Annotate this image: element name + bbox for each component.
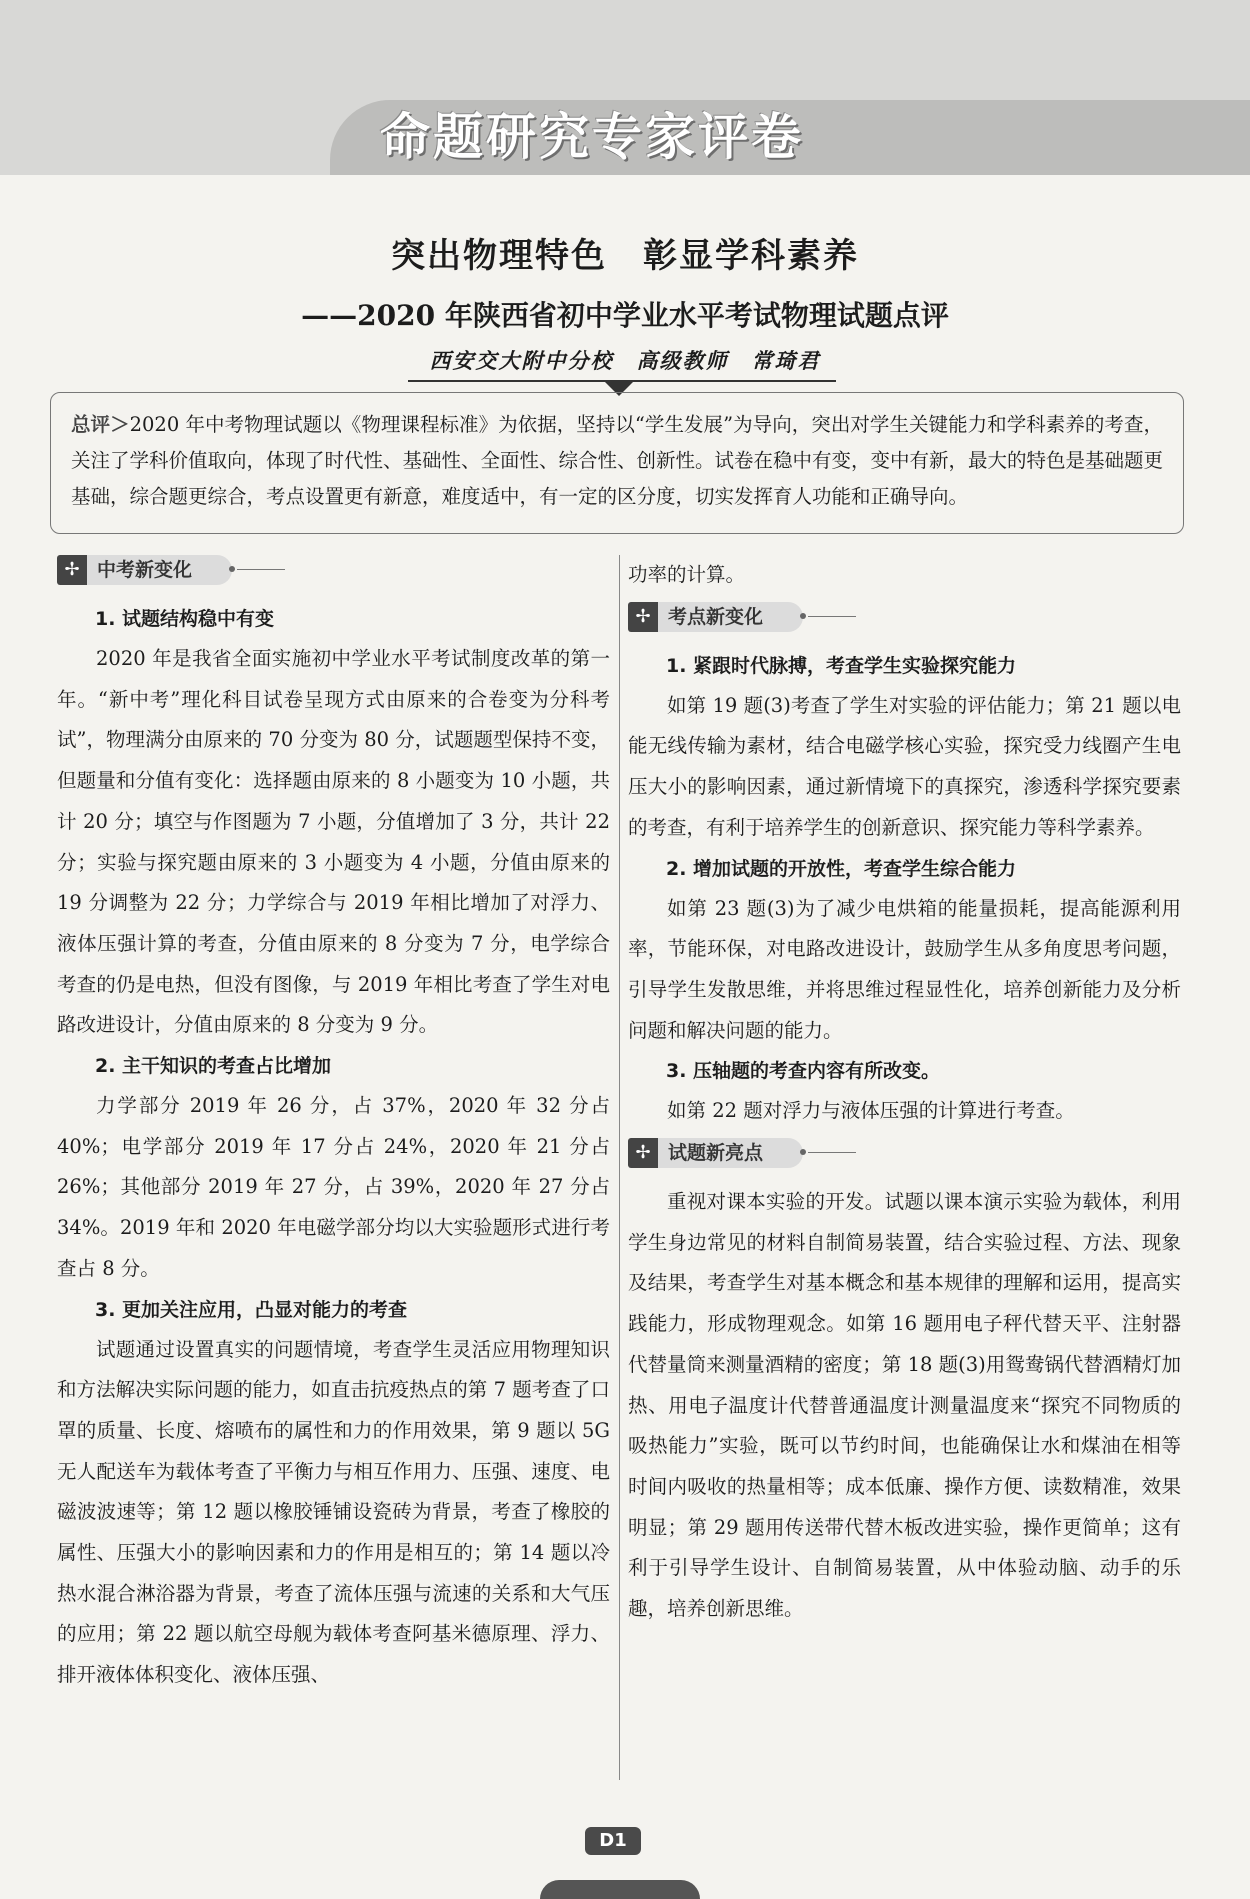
- tag-dot: [229, 566, 235, 572]
- heading-application: 3. 更加关注应用，凸显对能力的考查: [95, 1298, 408, 1321]
- section-tag-topic-changes: [628, 602, 1181, 634]
- section-tag-label: 考点新变化: [658, 602, 803, 632]
- article-subtitle: ——2020 年陕西省初中学业水平考试物理试题点评: [301, 299, 949, 332]
- page-number: D1: [585, 1827, 641, 1855]
- footer-decoration: [540, 1880, 700, 1899]
- tag-dot: [800, 613, 806, 619]
- tag-tail-line: [808, 1152, 856, 1153]
- header-banner: [0, 0, 1250, 175]
- author-byline: 西安交大附中分校 高级教师 常琦君: [429, 348, 821, 373]
- paragraph-openness: 如第 23 题(3)为了减少电烘箱的能量损耗，提高能源利用率，节能环保，对电路改进设计，鼓励学生从多角度思考问题，引导学生发散思维，并将思维过程显性化，培养创新能力及分析问题和解决问题的能力。: [628, 896, 1181, 1042]
- column-divider: [619, 555, 620, 1780]
- right-column: [628, 555, 1181, 1630]
- summary-lead: 总评＞: [71, 413, 130, 436]
- heading-final-question: 3. 压轴题的考查内容有所改变。: [666, 1060, 941, 1083]
- paragraph-final-question: 如第 22 题对浮力与液体压强的计算进行考查。: [667, 1099, 1075, 1123]
- left-column: [57, 555, 610, 1696]
- pinwheel-icon: ✢: [57, 555, 87, 585]
- banner-title: 命题研究专家评卷: [380, 108, 804, 166]
- tag-dot: [800, 1149, 806, 1155]
- pinwheel-icon: ✢: [628, 1138, 658, 1168]
- section-tag-label: 试题新亮点: [658, 1138, 803, 1168]
- pinwheel-icon: ✢: [628, 602, 658, 632]
- paragraph-continuation: 功率的计算。: [628, 563, 746, 586]
- heading-core-knowledge: 2. 主干知识的考查占比增加: [95, 1055, 332, 1078]
- heading-experiment: 1. 紧跟时代脉搏，考查学生实验探究能力: [666, 654, 1017, 677]
- paragraph-application: 试题通过设置真实的问题情境，考查学生灵活应用物理知识和方法解决实际问题的能力，如直击抗疫热点的第 7 题考查了口罩的质量、长度、熔喷布的属性和力的作用效果，第 9 题以 5G 无人配送车为载体考查了平衡力与相互作用力、压强、速度、电磁波波速等；第 12 题以橡胶锤铺设瓷砖为背景，考查了橡胶的属性、压强大小的影响因素和力的作用是相互的；第 14 题以冷热水混合淋浴器为背景，考查了流体压强与流速的关系和大气压的应用；第 22 题以航空母舰为载体考查阿基米德原理、浮力、排开液体体积变化、液体压强、: [57, 1337, 610, 1687]
- summary-text: 2020 年中考物理试题以《物理课程标准》为依据，坚持以“学生发展”为导向，突出对学生关键能力和学科素养的考查，关注了学科价值取向，体现了时代性、基础性、全面性、综合性、创新性。试卷在稳中有变，变中有新，最大的特色是基础题更基础，综合题更综合，考点设置更有新意，难度适中，有一定的区分度，切实发挥育人功能和正确导向。: [71, 413, 1164, 508]
- paragraph-structure: 2020 年是我省全面实施初中学业水平考试制度改革的第一年。“新中考”理化科目试卷呈现方式由原来的合卷变为分科考试”，物理满分由原来的 70 分变为 80 分，试题题型保持不变，但题量和分值有变化：选择题由原来的 8 小题变为 10 小题，共计 20 分；填空与作图题为 7 小题，分值增加了 3 分，共计 22 分；实验与探究题由原来的 3 小题变为 4 小题，分值由原来的 19 分调整为 22 分；力学综合与 2019 年相比增加了对浮力、液体压强计算的考查，分值由原来的 8 分变为 7 分，电学综合考查的仍是电热，但没有图像，与 2019 年相比考查了学生对电路改进设计，分值由原来的 8 分变为 9 分。: [57, 647, 610, 1037]
- summary-paragraph: [71, 407, 1163, 515]
- section-tag-exam-changes: [57, 555, 610, 587]
- heading-structure: 1. 试题结构稳中有变: [95, 608, 275, 630]
- tag-tail-line: [808, 616, 856, 617]
- paragraph-experiment: 如第 19 题(3)考查了学生对实验的评估能力；第 21 题以电能无线传输为素材，结合电磁学核心实验，探究受力线圈产生电压大小的影响因素，通过新情境下的真探究，渗透科学探究要素的考查，有利于培养学生的创新意识、探究能力等科学素养。: [628, 693, 1181, 839]
- paragraph-highlights: 重视对课本实验的开发。试题以课本演示实验为载体，利用学生身边常见的材料自制简易装置，结合实验过程、方法、现象及结果，考查学生对基本概念和基本规律的理解和运用，提高实践能力，形成物理观念。如第 16 题用电子秤代替天平、注射器代替量筒来测量酒精的密度；第 18 题(3)用鸳鸯锅代替酒精灯加热、用电子温度计代替普通温度计测量温度来“探究不同物质的吸热能力”实验，既可以节约时间，也能确保让水和煤油在相等时间内吸收的热量相等；成本低廉、操作方便、读数精准，效果明显；第 29 题用传送带代替木板改进实验，操作更简单；这有利于引导学生设计、自制简易装置，从中体验动脑、动手的乐趣，培养创新思维。: [628, 1190, 1181, 1621]
- section-tag-label: 中考新变化: [87, 555, 232, 585]
- tag-tail-line: [237, 569, 285, 570]
- heading-openness: 2. 增加试题的开放性，考查学生综合能力: [666, 857, 1017, 880]
- section-tag-highlights: [628, 1138, 1181, 1170]
- summary-box: [50, 392, 1184, 534]
- paragraph-core-knowledge: 力学部分 2019 年 26 分，占 37%，2020 年 32 分占 40%；电学部分 2019 年 17 分占 24%，2020 年 21 分占 26%；其他部分 2019 年 27 分，占 39%，2020 年 27 分占 34%。2019 年和 2020 年电磁学部分均以大实验题形式进行考查占 8 分。: [57, 1094, 610, 1280]
- article-title: 突出物理特色 彰显学科素养: [391, 236, 859, 276]
